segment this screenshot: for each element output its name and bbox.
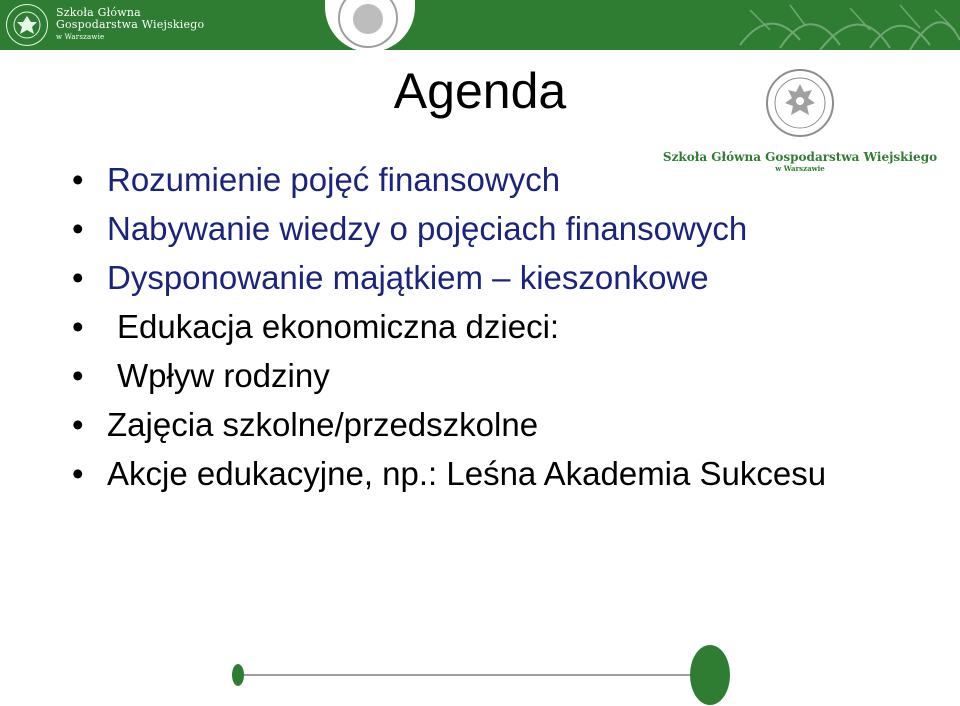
leaf-pattern-decoration [730,0,960,50]
agenda-list [72,160,912,493]
bottom-left-dot [232,664,244,686]
ornament-dot [353,4,383,34]
banner-name-line2: Gospodarstwa Wiejskiego [56,18,205,31]
university-name: Szkoła Główna Gospodarstwa Wiejskiego [662,150,938,164]
list-item: • Zajęcia szkolne/przedszkolne [72,405,912,444]
banner-name-line3: w Warszawie [56,33,105,41]
slide-title: Agenda [393,63,567,119]
list-item: • Edukacja ekonomiczna dzieci: [72,307,912,346]
banner-name-line1: Szkoła Główna [56,6,141,19]
bottom-right-dot [690,645,730,705]
header-banner [0,0,960,50]
banner-logo [6,4,204,46]
university-seal-icon [6,4,48,46]
list-item: • Nabywanie wiedzy o pojęciach finansowych [72,209,912,248]
bottom-divider [238,674,708,676]
university-city: w Warszawie [775,164,825,173]
list-item: • Dysponowanie majątkiem – kieszonkowe [72,258,912,297]
list-item: • Wpływ rodziny [72,356,912,395]
list-item: • Akcje edukacyjne, np.: Leśna Akademia Sukcesu [72,454,912,493]
list-item: • Rozumienie pojęć finansowych [72,160,912,199]
